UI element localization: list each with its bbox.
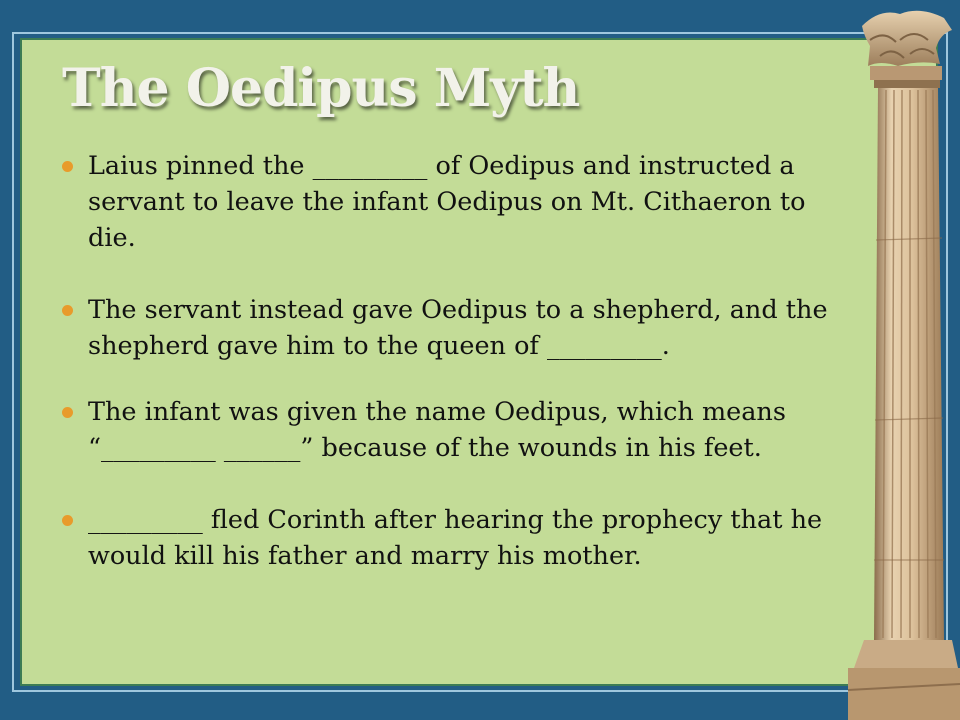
greek-column-icon [840,0,960,720]
bullet-list [60,148,850,610]
bullet-item [60,148,850,256]
bullet-text: The infant was given the name Oedipus, which means “_________ ______” because of the wounds in his feet. [88,397,786,463]
bullet-text: The servant instead gave Oedipus to a shepherd, and the shepherd gave him to the queen of _________. [88,295,828,361]
bullet-dot-icon [62,305,73,316]
bullet-text: _________ fled Corinth after hearing the prophecy that he would kill his father and marry his mother. [88,505,823,571]
bullet-dot-icon [62,515,73,526]
bullet-dot-icon [62,407,73,418]
bullet-text: Laius pinned the _________ of Oedipus and instructed a servant to leave the infant Oedipus on Mt. Cithaeron to die. [88,151,806,253]
bullet-item [60,292,850,364]
slide-title: The Oedipus Myth [62,58,580,119]
bullet-item [60,394,850,466]
bullet-dot-icon [62,161,73,172]
bullet-item [60,502,850,574]
